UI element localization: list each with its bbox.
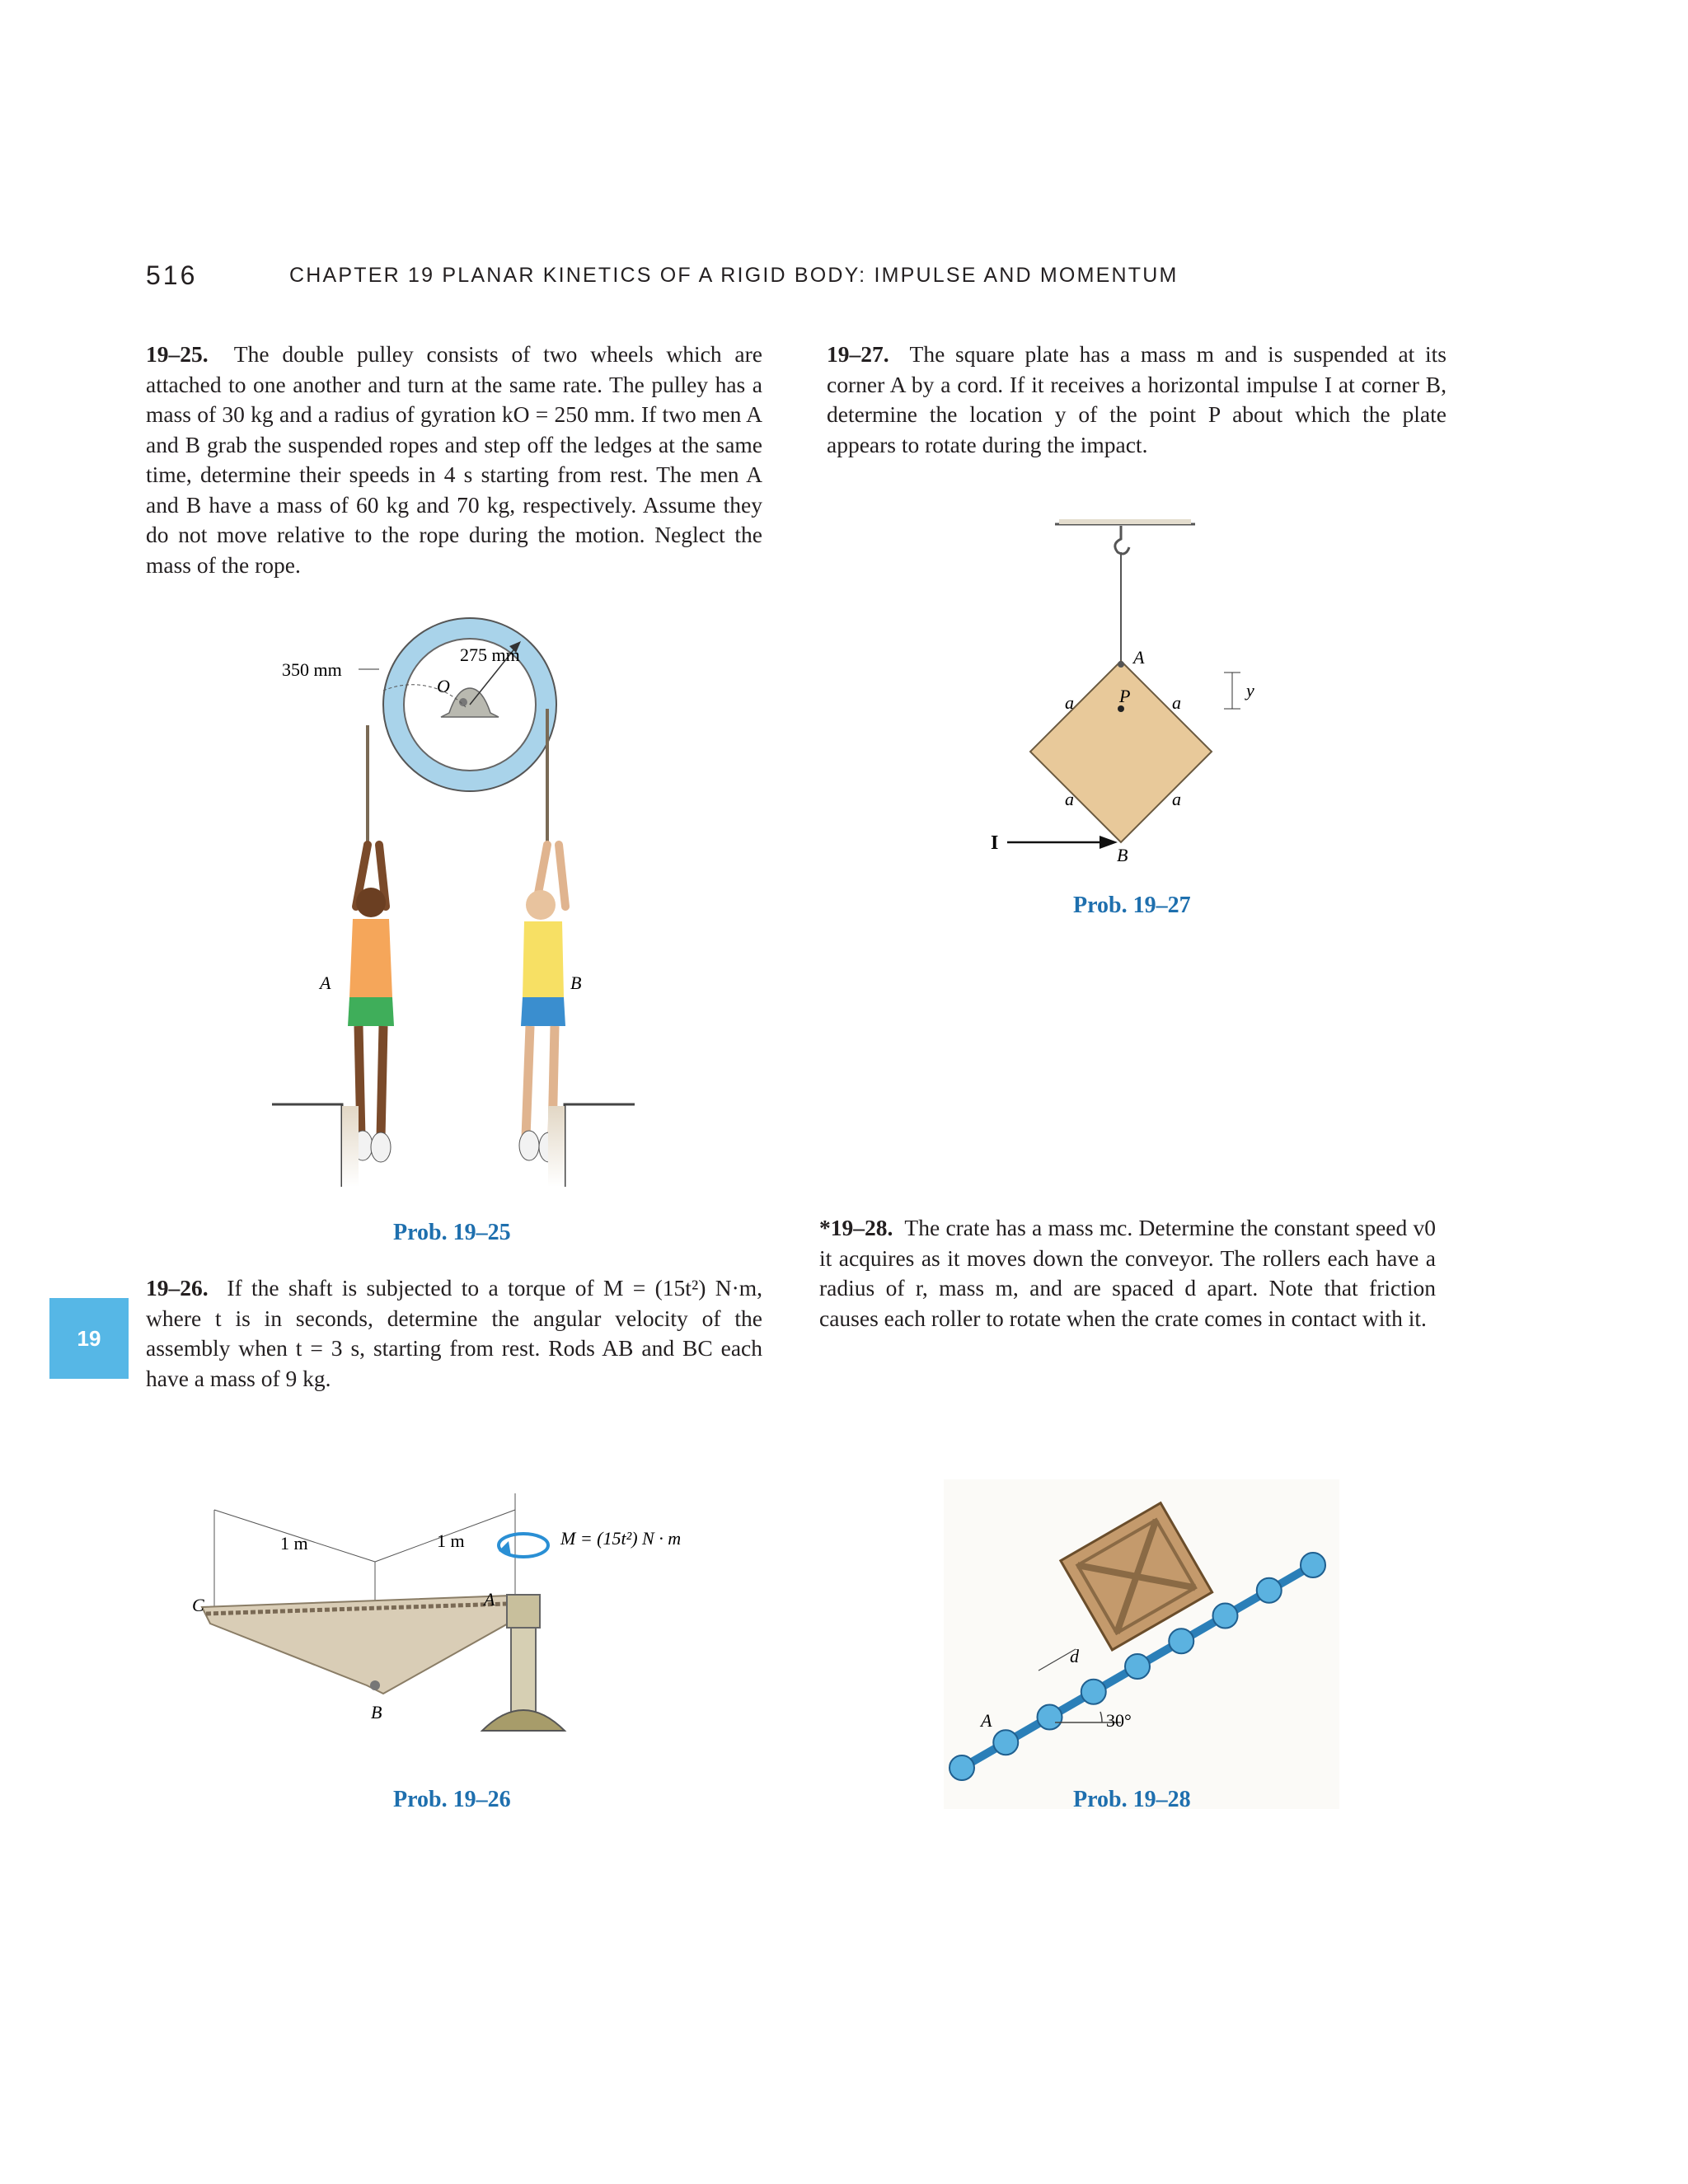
roller: [1038, 1705, 1062, 1730]
problem-19-28: [819, 1213, 1436, 1333]
ledge-b: [565, 1104, 635, 1187]
ledge-a: [272, 1104, 342, 1187]
roller: [1081, 1680, 1106, 1704]
ceiling-shade: [1059, 519, 1191, 524]
figure-19-25: [264, 610, 659, 1203]
label-side-bl: a: [1065, 789, 1074, 809]
rods-ab-bc: [202, 1595, 532, 1694]
label-torque: M = (15t²) N · m: [560, 1528, 682, 1549]
caption-19-26: Prob. 19–26: [393, 1787, 511, 1812]
label-impulse: I: [991, 832, 999, 854]
roller: [993, 1730, 1018, 1755]
label-y: y: [1246, 680, 1254, 701]
corner-a-pin: [1118, 661, 1124, 668]
label-d: d: [1070, 1646, 1079, 1666]
problem-statement: The crate has a mass mc. Determine the constant speed v0 it acquires as it moves down the conveyor. The rollers each have a radius of r, mass m, and are spaced d apart. Note that friction causes each roller to rotate when the crate comes in contact with it.: [819, 1215, 1436, 1331]
hook-icon: [1115, 526, 1129, 554]
label-p: P: [1119, 686, 1131, 706]
roller: [950, 1755, 974, 1780]
problem-number: 19–25.: [146, 341, 209, 367]
label-a: A: [981, 1710, 992, 1731]
roller: [1213, 1604, 1238, 1629]
problem-19-25: [146, 340, 762, 580]
label-b: B: [1117, 845, 1128, 865]
figure-19-28: [944, 1479, 1339, 1809]
problem-statement: The square plate has a mass m and is suspended at its corner A by a cord. If it receives a horizontal impulse I at corner B, determine the location y of the point P about which the plate appears to rotate during the impact.: [827, 341, 1447, 457]
label-1m-b: 1 m: [437, 1530, 465, 1551]
label-c: C: [192, 1595, 204, 1615]
problem-number: *19–28.: [819, 1215, 893, 1240]
label-a: A: [1133, 647, 1145, 668]
problem-number: 19–27.: [827, 341, 889, 367]
caption-19-27: Prob. 19–27: [1073, 893, 1191, 918]
shaft-collar: [507, 1595, 540, 1628]
joint-b: [370, 1680, 380, 1690]
problem-statement: If the shaft is subjected to a torque of M = (15t²) N·m, where t is in seconds, determine the angular velocity of the assembly when t = 3 s, starting from rest. Rods AB and BC each have a mass of 9 kg.: [146, 1275, 763, 1391]
problem-number: 19–26.: [146, 1275, 209, 1301]
label-350mm: 350 mm: [282, 659, 342, 680]
roller: [1257, 1578, 1282, 1603]
label-a: A: [484, 1589, 495, 1610]
chapter-title: CHAPTER 19 PLANAR KINETICS OF A RIGID BODY: IMPULSE AND MOMENTUM: [289, 264, 1179, 287]
caption-19-28: Prob. 19–28: [1073, 1787, 1191, 1812]
label-angle: 30°: [1106, 1710, 1132, 1731]
chapter-tab: 19: [49, 1298, 129, 1379]
label-side-tr: a: [1172, 692, 1181, 713]
roller: [1169, 1629, 1193, 1653]
roller: [1301, 1553, 1325, 1577]
shaft-base: [482, 1710, 565, 1731]
label-a: A: [320, 972, 331, 993]
label-b: B: [570, 972, 582, 993]
problem-19-27: [827, 340, 1447, 460]
roller: [1125, 1654, 1150, 1679]
label-side-tl: a: [1065, 692, 1074, 713]
ledge-a-shade: [342, 1106, 359, 1187]
ledge-b-shade: [548, 1106, 565, 1187]
caption-19-25: Prob. 19–25: [393, 1220, 511, 1245]
label-275mm: 275 mm: [460, 644, 520, 665]
label-b: B: [371, 1702, 382, 1722]
label-1m-a: 1 m: [280, 1533, 308, 1554]
figure-19-26: [185, 1483, 762, 1780]
point-p: [1118, 705, 1124, 712]
impulse-arrow-icon: [1100, 836, 1118, 849]
problem-statement: The double pulley consists of two wheels which are attached to one another and turn at the same rate. The pulley has a mass of 30 kg and a radius of gyration kO = 250 mm. If two men A and B grab the suspended ropes and step off the ledges at the same time, determine their speeds in 4 s starting from rest. The men A and B have a mass of 60 kg and 70 kg, respectively. Assume they do not move relative to the rope during the motion. Neglect the mass of the rope.: [146, 341, 762, 578]
label-side-br: a: [1172, 789, 1181, 809]
label-o: O: [437, 676, 450, 696]
figure-19-27: [991, 511, 1286, 874]
problem-19-26: [146, 1273, 762, 1394]
page-number: 516: [146, 260, 198, 290]
shaft: [511, 1628, 536, 1718]
